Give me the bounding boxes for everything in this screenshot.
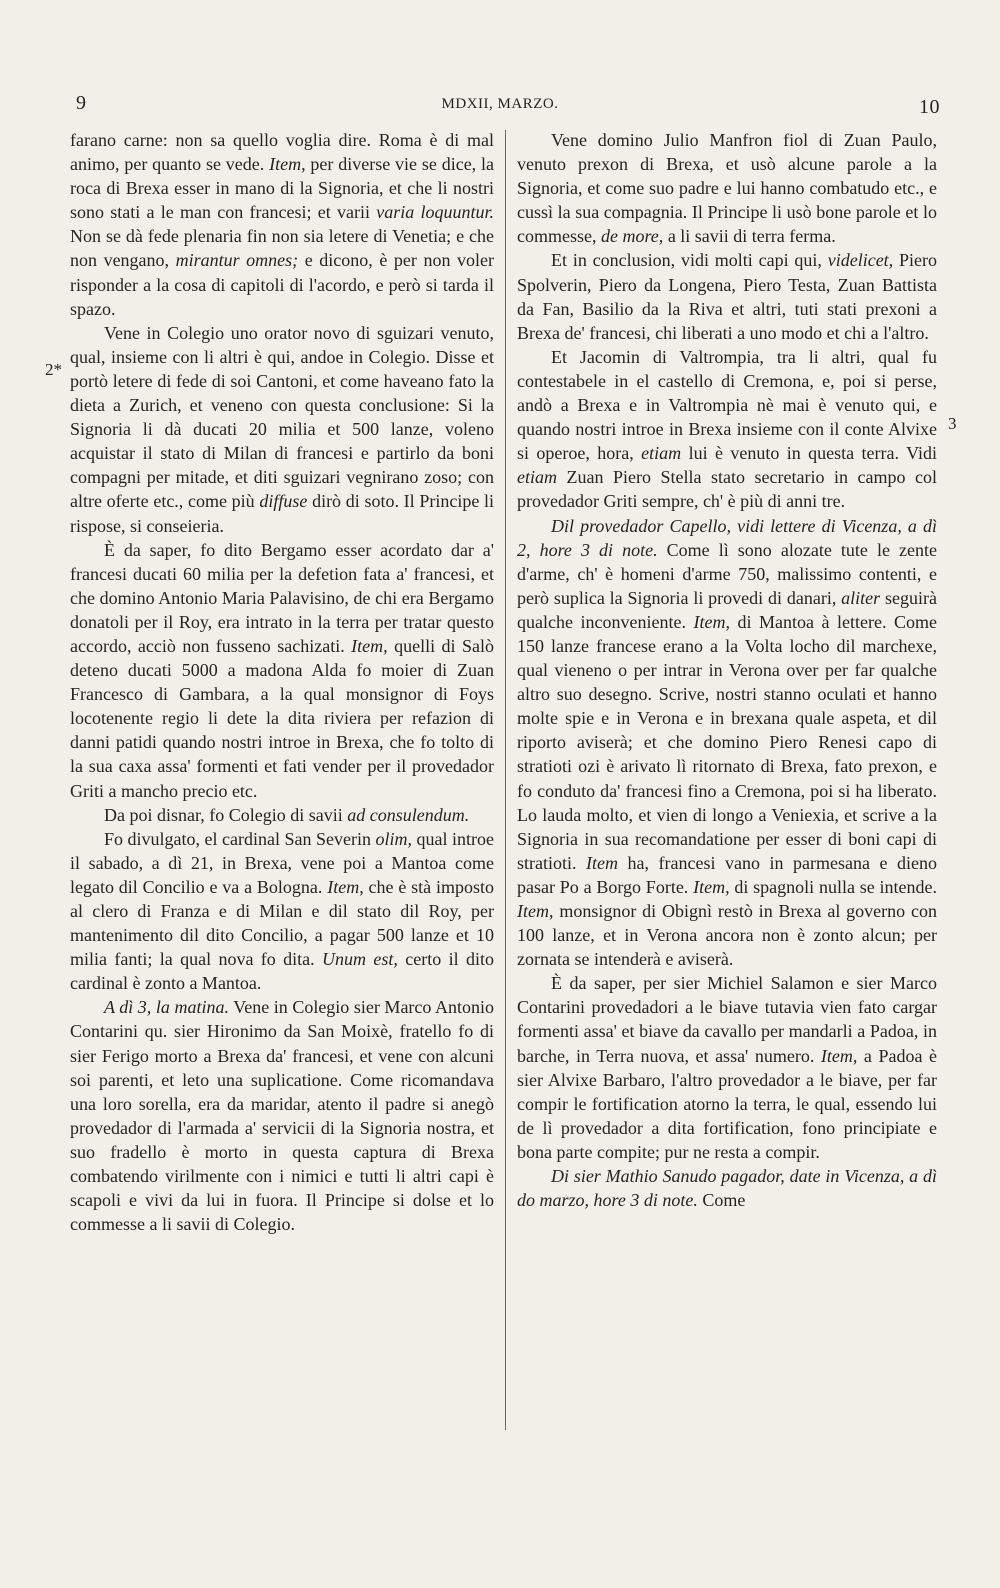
page-number-left: 9 [76, 92, 87, 114]
paragraph: Dil provedador Capello, vidi lettere di Vicenza, a dì 2, hore 3 di note. Come lì sono alozate tute le zente d'arme, ch' è homeni d'arme 750, malissimo contenti, e però suplica la Signoria li provedi di danari, aliter seguirà qualche inconveniente. Item, di Mantoa à lettere. Come 150 lanze francese erano a la Volta locho dil marchexe, qual vieneno o per intrar in Verona over per far qualche altro suo desegno. Scrive, nostri stanno oculati et hanno molte spie e in Verona e in brexana quale aspeta, et dil riporto aviserà; et che domino Piero Renesi capo di stratioti ozi è arivato lì ritornato di Brexa, fato prexon, e fo conduto da' francesi fino a Cremona, poi si ha liberato. Lo lauda molto, et vien di longo a Veniexia, et scrive a la Signoria in sua recomandatione per esser di boni capi di stratioti. Item ha, francesi vano in parmesana e dieno pasar Po a Borgo Forte. Item, di spagnoli nulla se intende. Item, monsignor di Obignì restò in Brexa al governo con 100 lanze, et in Verona ancora non è zonto alcun; per zornata se intenderà e aviserà. [517, 515, 938, 970]
right-column [517, 128, 937, 1212]
paragraph: Et Jacomin di Valtrompia, tra li altri, qual fu contestabele in el castello di Cremona, e, poi si perse, andò a Brexa e in Valtrompia nè mai è venuto qui, e quando nostri introe in Brexa insieme con il conte Alvixe si operoe, hora, etiam lui è venuto in questa terra. Vidi etiam Zuan Piero Stella stato secretario in campo col provedador Griti sempre, ch' è più di anni tre. [517, 346, 938, 512]
running-header: MDXII, MARZO. [441, 96, 559, 112]
paragraph: Vene domino Julio Manfron fiol di Zuan Paulo, venuto prexon di Brexa, et usò alcune parole a la Signoria, et come suo padre e lui hanno combatudo etc., e cussì la sua compagnia. Il Principe li usò bone parole et lo commesse, de more, a li savii di terra ferma. [517, 130, 937, 247]
left-column [70, 128, 494, 1236]
paragraph: Et in conclusion, vidi molti capi qui, videlicet, Piero Spolverin, Piero da Longena, Piero Testa, Zuan Battista da Fan, Basilio da la Riva et altri, tuti stati prexoni a Brexa de' francesi, chi liberati a uno modo et chi a l'altro. [517, 250, 938, 343]
paragraph: farano carne: non sa quello voglia dire. Roma è di mal animo, per quanto se vede. Item, per diverse vie se dice, la roca di Brexa esser in mano di la Signoria, et che li nostri sono stati a le man con francesi; et varii varia loquuntur. Non se dà fede plenaria fin non sia letere di Venetia; e che non vengano, mirantur omnes; e dicono, è per non voler risponder a la cosa di capitoli di l'acordo, e però si tarda il spazo. [70, 130, 495, 319]
paragraph: Vene in Colegio uno orator novo di sguizari venuto, qual, insieme con li altri è qui, andoe in Colegio. Disse et portò letere di fede di soi Cantoni, et come haveano fato la dieta a Zurich, et veneno con questa conclusione: Si la Signoria li dà ducati 20 milia et 500 lanze, voleno acquistar il stato di Milan di francesi e partirlo da boni compagni per mitade, et diti sguizari vegnirano zoso; con altre oferte etc., come più diffuse dirò di soto. Il Principe li rispose, si conseieria. [70, 322, 495, 536]
page-number-right: 10 [919, 96, 940, 118]
paragraph: Di sier Mathio Sanudo pagador, date in Vicenza, a dì do marzo, hore 3 di note. Come [517, 1166, 937, 1211]
paragraph: Fo divulgato, el cardinal San Severin olim, qual introe il sabado, a dì 21, in Brexa, vene poi a Mantoa come legato dil Concilio e va a Bologna. Item, che è stà imposto al clero di Franza e di Milan e dil stato dil Roy, per mantenimento dil dito Concilio, a pagar 500 lanze et 10 milia fanti; la qual nova fo dita. Unum est, certo il dito cardinal è zonto a Mantoa. [70, 828, 494, 994]
column-divider [505, 130, 506, 1430]
paragraph: È da saper, fo dito Bergamo esser acordato dar a' francesi ducati 60 milia per la defetion fata a' francesi, et che domino Antonio Maria Palavisino, de chi era Bergamo donatoli per il Roy, era intrato in la terra per tratar questo accordo, acciò non fusseno sachizati. Item, quelli di Salò deteno ducati 5000 a madona Alda fo moier di Zuan Francesco di Gambara, a la qual monsignor di Foys locotenente regio li dete la dita riviera per refazion di danni patidi quando nostri introe in Brexa, che fo tolto di la sua caxa assa' formenti et fati vender per il provedador Griti a mancho precio etc. [70, 539, 494, 801]
paragraph: Da poi disnar, fo Colegio di savii ad consulendum. [104, 804, 470, 825]
paragraph: È da saper, per sier Michiel Salamon e sier Marco Contarini provedadori a le biave tutavia vien fato cargar formenti assa' et biave da cavallo per mandarli a Padoa, in barche, in Terra nuova, et assa' numero. Item, a Padoa è sier Alvixe Barbaro, l'altro provedador a le biave, per far compir le fortification atorno la terra, le qual, essendo lui de lì provedador a dita fortification, fono principiate e bona parte compite; pur ne resta a compir. [517, 973, 937, 1162]
margin-note-left: 2* [45, 360, 62, 379]
margin-note-right: 3 [948, 414, 957, 433]
paragraph: A dì 3, la matina. Vene in Colegio sier Marco Antonio Contarini qu. sier Hironimo da San Moixè, fratello fo di sier Ferigo morto a Brexa da' francesi, et vene con alcuni soi parenti, et leto una suplicatione. Come ricomandava una loro sorella, era da maridar, atento il padre si anegò provedador di l'armada a' servicii di la Signoria nostra, et suo fradello è morto in questa captura di Brexa combatendo virilmente con i nimici e tutti li altri capi è scapoli e vivi da lui in fuora. Il Principe si dolse et lo commesse a li savii di Colegio. [70, 997, 494, 1235]
